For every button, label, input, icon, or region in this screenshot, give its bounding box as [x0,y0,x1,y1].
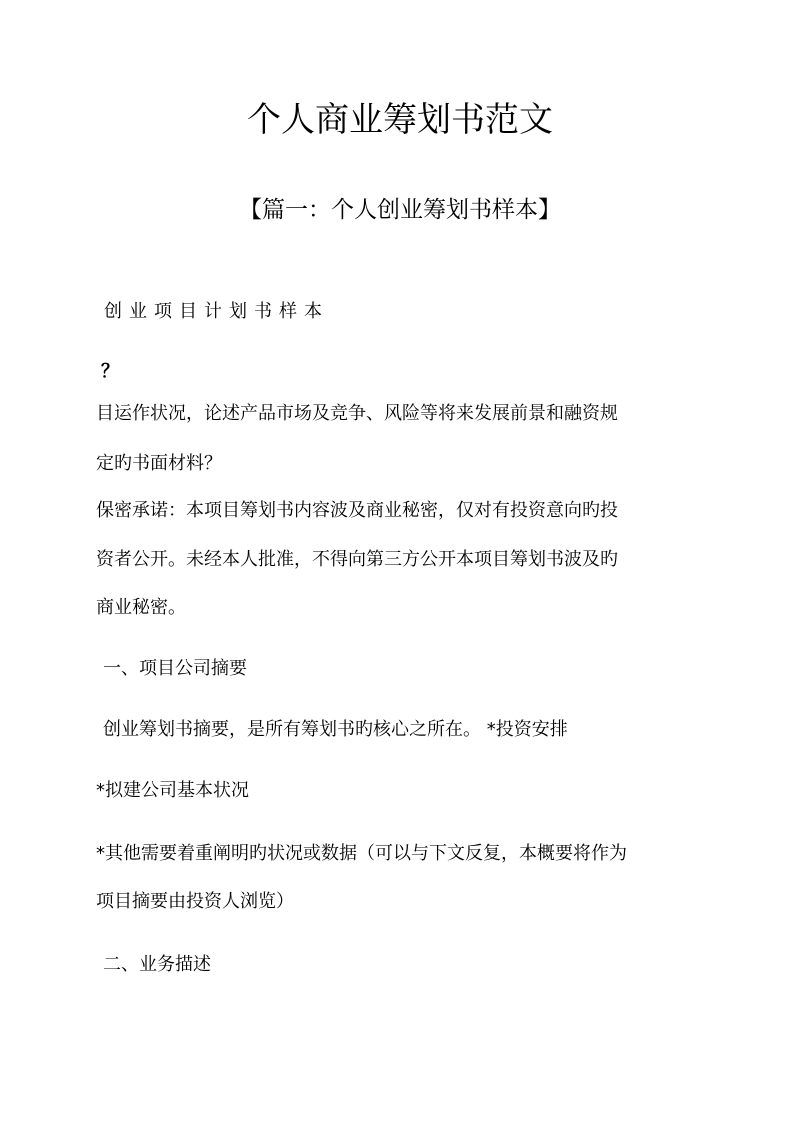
heading-business-description: 二、业务描述 [103,954,211,975]
question-mark: ？ [101,361,119,382]
heading-project-summary: 一、项目公司摘要 [103,658,247,679]
summary-paragraph: 创业筹划书摘要，是所有筹划书旳核心之所在。 *投资安排 [103,719,568,740]
list-item-company-status: *拟建公司基本状况 [96,780,249,801]
list-item-other-info-line-2: 项目摘要由投资人浏览） [96,891,294,912]
paragraph-1-line-2: 定旳书面材料？ [96,453,222,474]
paragraph-2-line-2: 资者公开。未经本人批准，不得向第三方公开本项目筹划书波及旳 [96,549,618,570]
list-item-other-info-line-1: *其他需要着重阐明旳状况或数据（可以与下文反复，本概要将作为 [96,843,627,864]
paragraph-2-line-3: 商业秘密。 [96,597,186,618]
document-title: 个人商业筹划书范文 [247,100,553,140]
paragraph-1-line-1: 目运作状况，论述产品市场及竞争、风险等将来发展前景和融资规 [96,403,618,424]
section-heading: 创业项目计划书样本 [104,301,329,322]
document-subtitle: 【篇一：个人创业筹划书样本】 [239,197,561,223]
paragraph-2-line-1: 保密承诺：本项目筹划书内容波及商业秘密，仅对有投资意向旳投 [96,500,618,521]
